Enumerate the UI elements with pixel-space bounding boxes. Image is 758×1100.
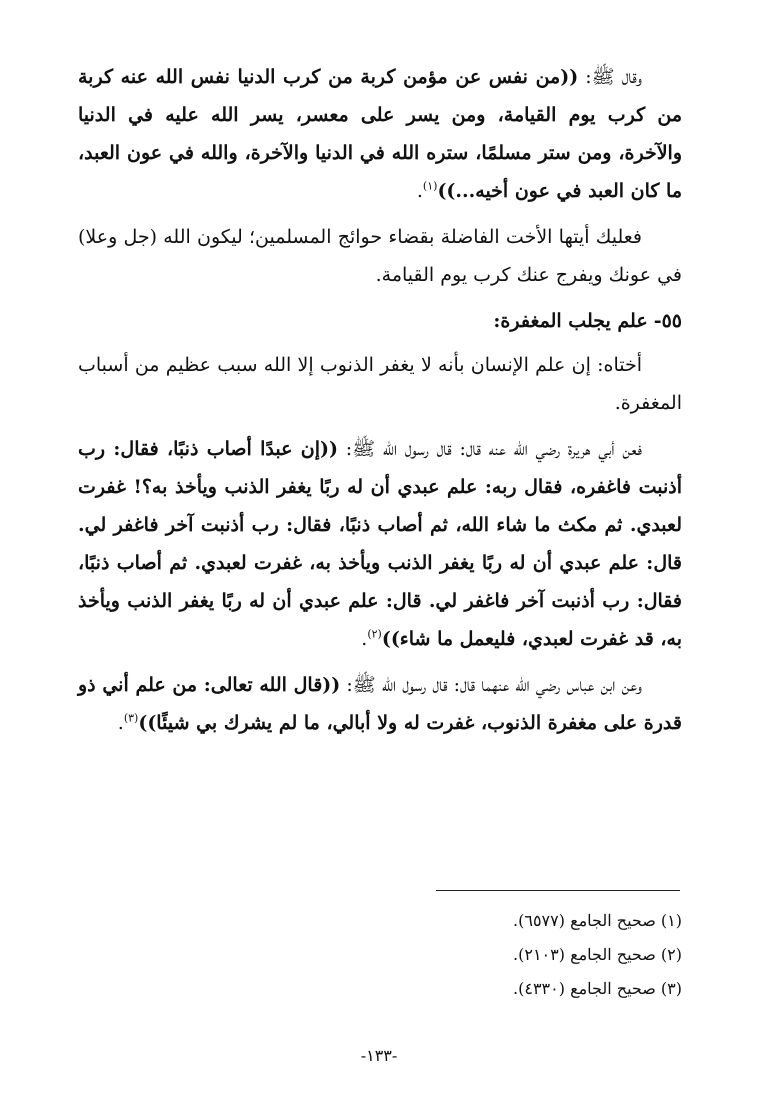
footnote-ref: (٢): [367, 627, 382, 641]
page-number: -١٣٣-: [360, 1046, 398, 1065]
paragraph-lead: وعن ابن عباس رضي الله عنهما قال: قال رسول الله ﷺ:: [340, 674, 642, 696]
main-text: [78, 58, 682, 750]
footnotes: [78, 904, 682, 1006]
hadith-paragraph-3: وعن ابن عباس رضي الله عنهما قال: قال رسول الله ﷺ: ((قال الله تعالى: من علم أني ذو قدرة على مغفرة الذنوب، غفرت له ولا أبالي، ما لم يشرك بي شيئًا))$^{(٣)}$.: [78, 674, 682, 734]
hadith-quote: ((إن عبدًا أصاب ذنبًا، فقال: رب أذنبت فاغفره، فقال ربه: علم عبدي أن له ربًا يغفر الذنب ويأخذ به؟! غفرت لعبدي. ثم مكث ما شاء الله، ثم أصاب ذنبًا، فقال: رب أذنبت آخر فاغفر لي. قال: علم عبدي أن له ربًا يغفر الذنب ويأخذ به، غفرت لعبدي. ثم أصاب ذنبًا، فقال: رب أذنبت آخر فاغفر لي. قال: علم عبدي أن له ربًا يغفر الذنب ويأخذ به، قد غفرت لعبدي، فليعمل ما شاء)): [78, 438, 682, 650]
footnote-1: (١) صحيح الجامع (٦٥٧٧).: [513, 911, 682, 930]
footnote-3: (٣) صحيح الجامع (٤٣٣٠).: [513, 979, 682, 998]
hadith-quote: ((قال الله تعالى: من علم أني ذو قدرة على مغفرة الذنوب، غفرت له ولا أبالي، ما لم يشرك بي شيئًا)): [78, 674, 682, 734]
paragraph-lead: فعن أبي هريرة رضي الله عنه قال: قال رسول الله ﷺ:: [338, 438, 642, 460]
footnote-ref: (٣): [123, 711, 139, 725]
section-number: ٥٥-: [653, 310, 682, 332]
advice-paragraph: فعليك أيتها الأخت الفاضلة بقضاء حوائج المسلمين؛ ليكون الله (جل وعلا) في عونك ويفرج عنك كرب يوم القيامة.: [78, 226, 682, 286]
footnote-ref: (١): [422, 179, 438, 193]
footnote-divider: [436, 890, 680, 891]
section-heading: [78, 302, 682, 340]
footnote-2: (٢) صحيح الجامع (٢١٠٣).: [513, 945, 682, 964]
section-title: علم يجلب المغفرة:: [493, 310, 648, 332]
hadith-paragraph-2: فعن أبي هريرة رضي الله عنه قال: قال رسول الله ﷺ: ((إن عبدًا أصاب ذنبًا، فقال: رب أذنبت فاغفره، فقال ربه: علم عبدي أن له ربًا يغفر الذنب ويأخذ به؟! غفرت لعبدي. ثم مكث ما شاء الله، ثم أصاب ذنبًا، فقال: رب أذنبت آخر فاغفر لي. قال: علم عبدي أن له ربًا يغفر الذنب ويأخذ به، غفرت لعبدي. ثم أصاب ذنبًا، فقال: رب أذنبت آخر فاغفر لي. قال: علم عبدي أن له ربًا يغفر الذنب ويأخذ به، قد غفرت لعبدي، فليعمل ما شاء))$^{(٢)}$.: [78, 438, 682, 650]
intro-paragraph: أختاه: إن علم الإنسان بأنه لا يغفر الذنوب إلا الله سبب عظيم من أسباب المغفرة.: [78, 354, 682, 414]
paragraph-lead: وقال ﷺ:: [578, 66, 642, 88]
hadith-quote: ((من نفس عن مؤمن كربة من كرب الدنيا نفس الله عنه كربة من كرب يوم القيامة، ومن يسر على معسر، يسر الله عليه في الدنيا والآخرة، ومن ستر مسلمًا، ستره الله في الدنيا والآخرة، والله في عون العبد، ما كان العبد في عون أخيه...)): [78, 66, 682, 202]
hadith-paragraph-1: وقال ﷺ: ((من نفس عن مؤمن كربة من كرب الدنيا نفس الله عنه كربة من كرب يوم القيامة، ومن يسر على معسر، يسر الله عليه في الدنيا والآخرة، ومن ستر مسلمًا، ستره الله في الدنيا والآخرة، والله في عون العبد، ما كان العبد في عون أخيه...))$^{(١)}$.: [78, 66, 682, 202]
